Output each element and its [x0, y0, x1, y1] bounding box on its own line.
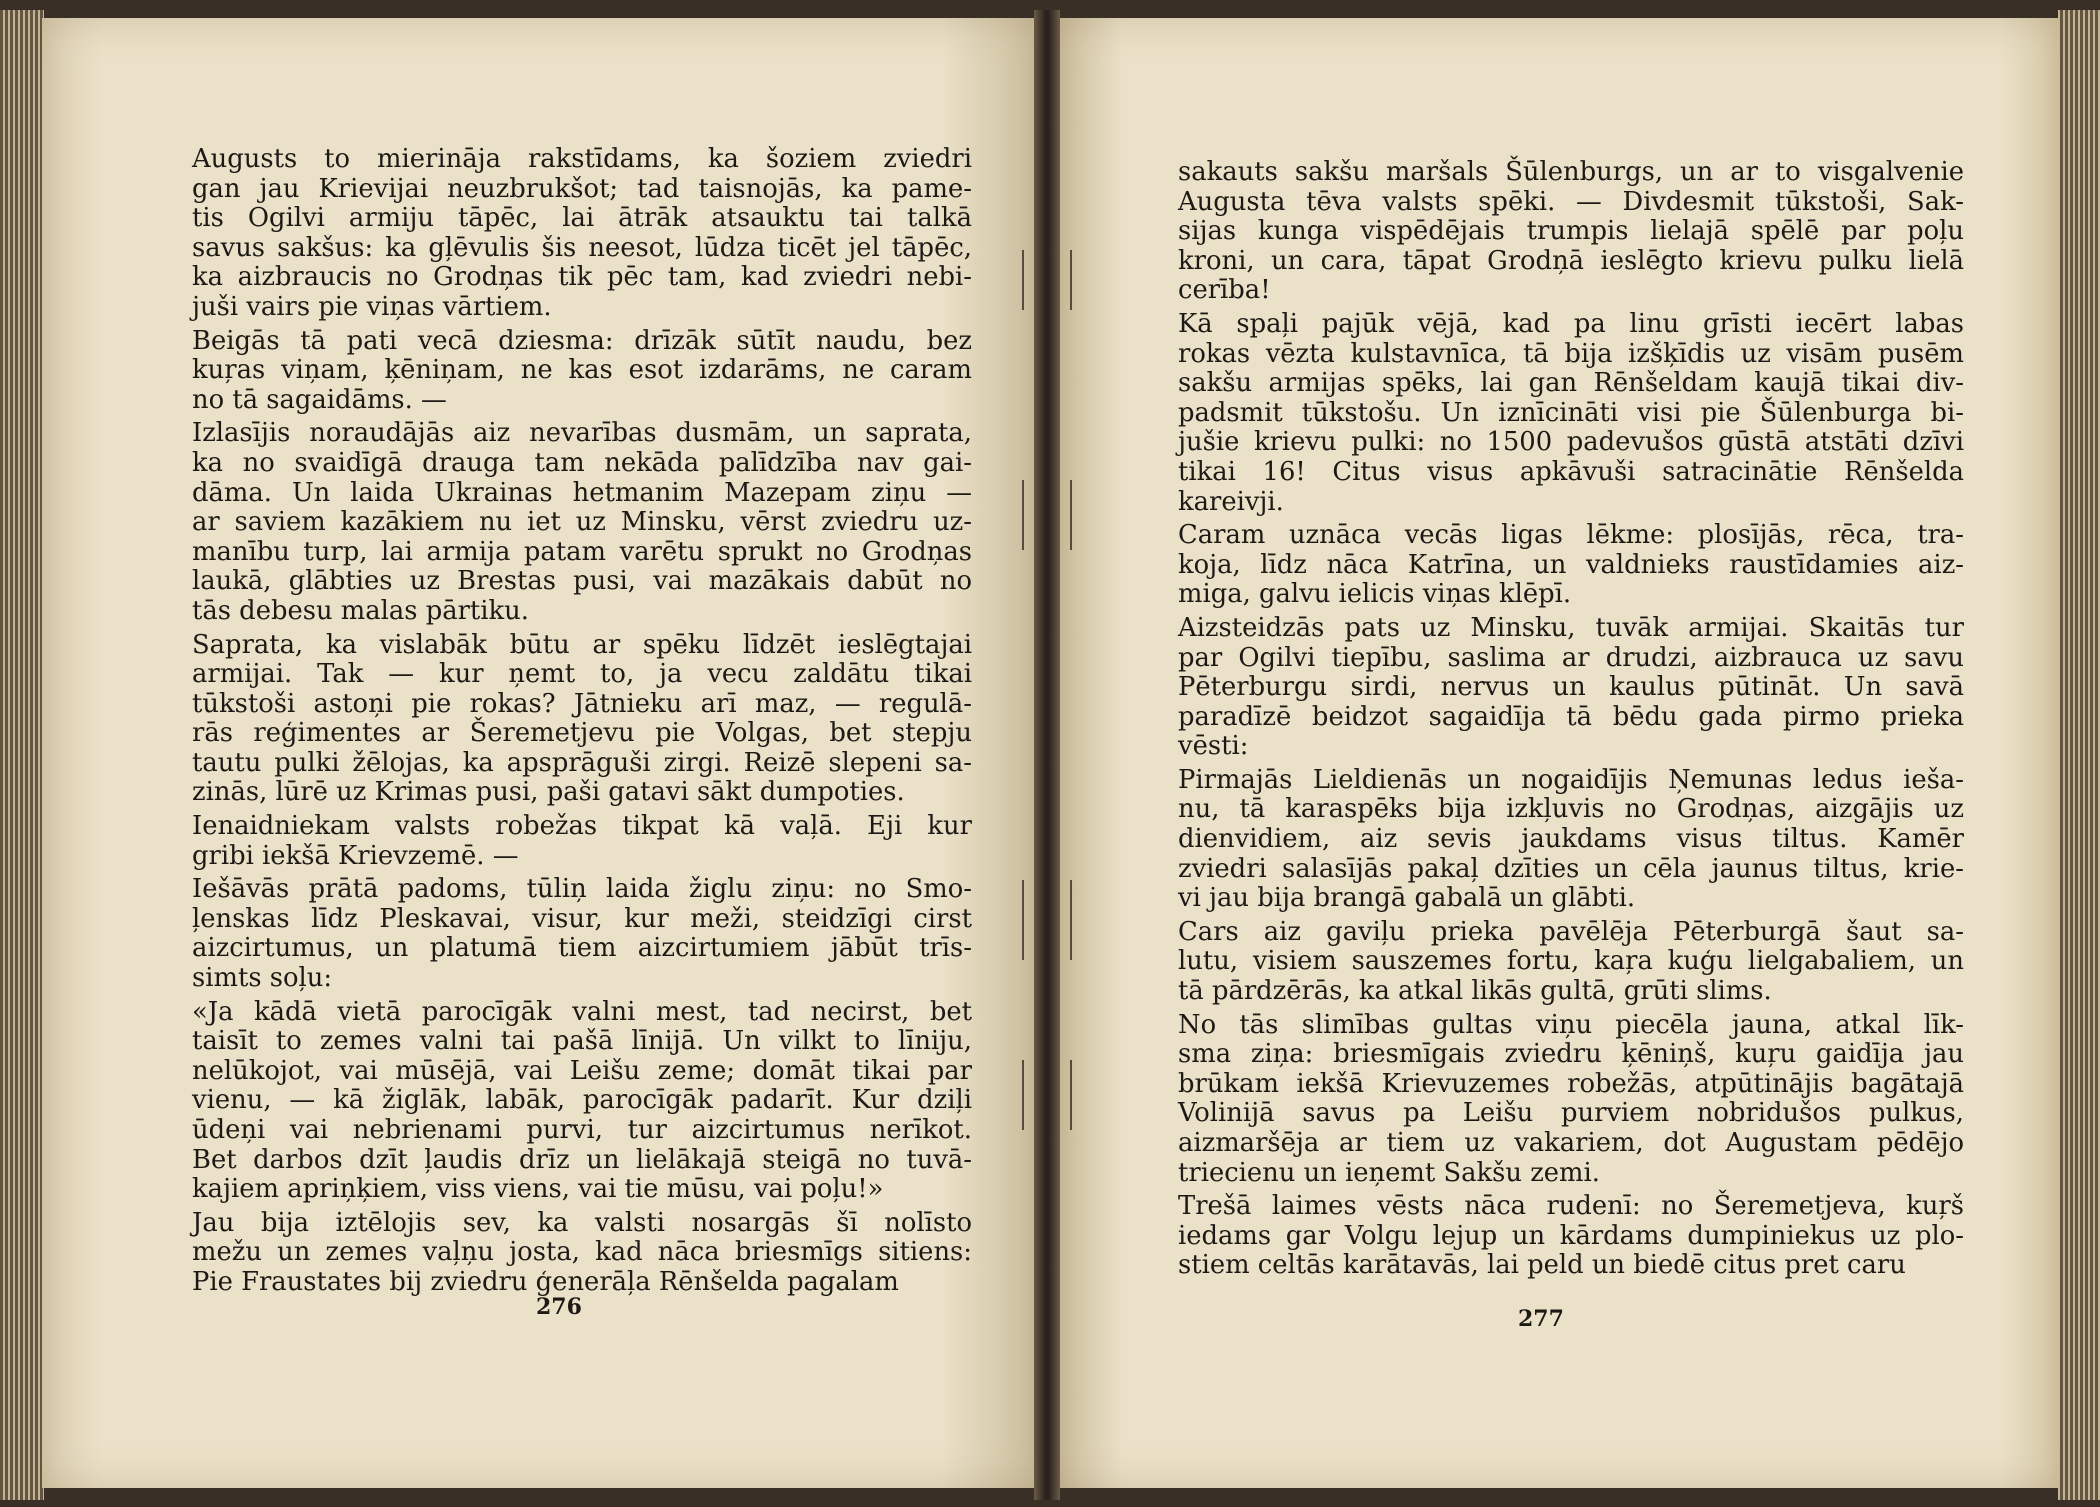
binding-stitch — [1070, 480, 1072, 550]
paragraph — [192, 1209, 972, 1298]
text-line: ka aizbraucis no Grodņas tik pēc tam, kad zviedri nebi- — [192, 262, 972, 293]
text-line: Trešā laimes vēsts nāca rudenī: no Šeremetjeva, kuŗš — [1178, 1191, 1964, 1222]
text-line: «Ja kādā vietā parocīgāk valni mest, tad necirst, bet — [192, 996, 972, 1027]
text-line: Caram uznāca vecās ligas lēkme: plosījās, rēca, tra- — [1178, 520, 1964, 551]
text-line: manību turp, lai armija patam varētu sprukt no Grodņas — [192, 536, 972, 567]
text-line: kareivji. — [1178, 486, 1284, 517]
text-line: no tā sagaidāms. — — [192, 384, 447, 415]
text-line: dāma. Un laida Ukrainas hetmanim Mazepam ziņu — — [192, 477, 972, 508]
text-line: kuŗas viņam, ķēniņam, ne kas esot izdarāms, ne caram — [192, 355, 972, 386]
paragraph — [192, 812, 972, 871]
paragraph — [1178, 158, 1964, 306]
binding-stitch — [1070, 1060, 1072, 1130]
text-line: Izlasījis noraudājās aiz nevarības dusmām, un saprata, — [192, 418, 972, 449]
binding-stitch — [1022, 480, 1024, 550]
text-line: koja, līdz nāca Katrīna, un valdnieks raustīdamies aiz- — [1178, 549, 1964, 580]
text-line: tā pārdzērās, ka atkal likās gultā, grūti slims. — [1178, 976, 1772, 1007]
paragraph — [1178, 1192, 1964, 1281]
right-page — [1052, 18, 2060, 1488]
text-line: Saprata, ka vislabāk būtu ar spēku līdzēt ieslēgtajai — [192, 629, 972, 660]
text-line: vi jau bija brangā gabalā un glābti. — [1178, 883, 1636, 914]
binding-stitch — [1070, 880, 1072, 960]
text-line: gan jau Krievijai neuzbrukšot; tad taisnojās, ka pame- — [192, 173, 972, 204]
text-line: Augusta tēva valsts spēki. — Divdesmit tūkstoši, Sak- — [1178, 186, 1964, 217]
text-line: Kā spaļi pajūk vējā, kad pa linu grīsti iecērt labas — [1178, 308, 1964, 339]
text-line: juši vairs pie viņas vārtiem. — [192, 291, 552, 322]
text-line: gribi iekšā Krievzemē. — — [192, 840, 519, 871]
text-line: ūdeņi vai nebrienami purvi, tur aizcirtumus nerīkot. — [192, 1115, 972, 1145]
text-line: iedams gar Volgu lejup un kārdams dumpiniekus uz plo- — [1178, 1220, 1964, 1251]
page-number-277: 277 — [1518, 1306, 1564, 1332]
paragraph — [1178, 766, 1964, 914]
page-number-276: 276 — [536, 1294, 582, 1320]
text-line: cerība! — [1178, 275, 1271, 306]
text-line: sakšu armijas spēks, lai gan Rēnšeldam kaujā tikai div- — [1178, 368, 1964, 399]
text-line: kroni, un cara, tāpat Grodņā ieslēgto krievu pulku lielā — [1178, 245, 1964, 276]
binding-stitch — [1022, 880, 1024, 960]
page-edges-right — [2058, 10, 2100, 1500]
text-line: lutu, visiem sauszemes fortu, kaŗa kuģu lielgabaliem, un — [1178, 946, 1964, 977]
text-line: Cars aiz gaviļu prieka pavēlēja Pēterburgā šaut sa- — [1178, 916, 1964, 947]
text-line: nelūkojot, vai mūsējā, vai Leišu zeme; domāt tikai par — [192, 1055, 972, 1086]
text-line: padsmit tūkstošu. Un iznīcināti visi pie Šūlenburga bi- — [1178, 397, 1964, 428]
text-line: laukā, glābties uz Brestas pusi, vai mazākais dabūt no — [192, 566, 972, 597]
paragraph — [1178, 310, 1964, 517]
text-line: ar saviem kazākiem nu iet uz Minsku, vērst zviedru uz- — [192, 507, 972, 538]
paragraph — [1178, 1011, 1964, 1189]
text-line: Pirmajās Lieldienās un nogaidījis Ņemunas ledus ieša- — [1178, 764, 1964, 795]
paragraph — [192, 631, 972, 809]
text-line: Beigās tā pati vecā dziesma: drīzāk sūtīt naudu, bez — [192, 325, 972, 356]
text-line: savus sakšus: ka gļēvulis šis neesot, lūdza ticēt jel tāpēc, — [192, 232, 972, 263]
text-line: taisīt to zemes valni tai pašā līnijā. Un vilkt to līniju, — [192, 1026, 972, 1057]
text-line: tautu pulki žēlojas, ka apsprāguši zirgi. Reizē slepeni sa- — [192, 747, 972, 778]
paragraph — [192, 145, 972, 323]
text-line: tūkstoši astoņi pie rokas? Jātnieku arī maz, — regulā- — [192, 688, 972, 719]
paragraph — [192, 875, 972, 993]
paragraph — [1178, 521, 1964, 610]
text-line: mežu un zemes vaļņu josta, kad nāca briesmīgs sitiens: — [192, 1237, 972, 1268]
text-line: sakauts sakšu maršals Šūlenburgs, un ar to visgalvenie — [1178, 157, 1964, 187]
text-line: ļenskas līdz Pleskavai, visur, kur meži, steidzīgi cirst — [192, 903, 972, 934]
text-line: Augusts to mierināja rakstīdams, ka šoziem zviedri — [192, 144, 972, 174]
text-line: tikai 16! Citus visus apkāvuši satracinātie Rēnšelda — [1178, 456, 1964, 487]
paragraph — [1178, 614, 1964, 762]
binding-stitch — [1022, 1060, 1024, 1130]
text-line: jušie krievu pulki: no 1500 padevušos gūstā atstāti dzīvi — [1178, 427, 1964, 458]
text-line: par Ogilvi tiepību, saslima ar drudzi, aizbrauca uz savu — [1178, 642, 1964, 673]
text-line: kajiem apriņķiem, viss viens, vai tie mūsu, vai poļu!» — [192, 1174, 884, 1205]
right-page-text — [1178, 158, 1964, 1281]
text-line: Bet darbos dzīt ļaudis drīz un lielākajā steigā no tuvā- — [192, 1144, 972, 1175]
binding-stitch — [1070, 250, 1072, 310]
text-line: zviedri salasījās pakaļ dzīties un cēla jaunus tiltus, krie- — [1178, 853, 1964, 884]
text-line: nu, tā karaspēks bija izkļuvis no Grodņas, aizgājis uz — [1178, 794, 1964, 825]
text-line: zinās, lūrē uz Krimas pusi, paši gatavi sākt dumpoties. — [192, 777, 905, 808]
text-line: tās debesu malas pārtiku. — [192, 595, 529, 626]
text-line: Ienaidniekam valsts robežas tikpat kā vaļā. Eji kur — [192, 811, 972, 842]
text-line: rās reģimentes ar Šeremetjevu pie Volgas, bet stepju — [192, 718, 972, 749]
text-line: miga, galvu ielicis viņas klēpī. — [1178, 579, 1572, 610]
text-line: vēsti: — [1178, 731, 1249, 762]
text-line: Pēterburgu sirdi, nervus un kaulus pūtināt. Un savā — [1178, 672, 1964, 703]
text-line: aizmaršēja ar tiem uz vakariem, dot Augustam pēdējo — [1178, 1128, 1964, 1158]
text-line: Pie Fraustates bij zviedru ģenerāļa Rēnšelda pagalam — [192, 1266, 899, 1297]
text-line: Volinijā savus pa Leišu purviem nobridušos pulkus, — [1178, 1098, 1964, 1129]
text-line: vienu, — kā žiglāk, labāk, parocīgāk padarīt. Kur dziļi — [192, 1085, 972, 1116]
text-line: simts soļu: — [192, 963, 333, 994]
text-line: tis Ogilvi armiju tāpēc, lai ātrāk atsauktu tai talkā — [192, 203, 972, 234]
text-line: sijas kunga vispēdējais trumpis lielajā spēlē par poļu — [1178, 216, 1964, 247]
text-line: No tās slimības gultas viņu piecēla jauna, atkal līk- — [1178, 1009, 1964, 1040]
paragraph — [1178, 918, 1964, 1007]
left-page — [42, 18, 1042, 1488]
book-gutter — [1034, 10, 1060, 1500]
binding-stitch — [1022, 250, 1024, 310]
page-edges-left — [0, 10, 44, 1500]
text-line: sma ziņa: briesmīgais zviedru ķēniņš, kuŗu gaidīja jau — [1178, 1039, 1964, 1070]
text-line: paradīzē beidzot sagaidīja tā bēdu gada pirmo prieka — [1178, 701, 1964, 732]
text-line: stiem celtās karātavās, lai peld un biedē citus pret caru — [1178, 1250, 1906, 1281]
text-line: triecienu un ieņemt Sakšu zemi. — [1178, 1157, 1600, 1188]
text-line: Jau bija iztēlojis sev, ka valsti nosargās šī nolīsto — [192, 1207, 972, 1238]
text-line: rokas vēzta kulstavnīca, tā bija izšķīdis uz visām pusēm — [1178, 338, 1964, 369]
text-line: brūkam iekšā Krievuzemes robežās, atpūtinājis bagātajā — [1178, 1068, 1964, 1099]
paragraph — [192, 327, 972, 416]
text-line: Iešāvās prātā padoms, tūliņ laida žiglu ziņu: no Smo- — [192, 874, 972, 905]
text-line: Aizsteidzās pats uz Minsku, tuvāk armijai. Skaitās tur — [1178, 612, 1964, 643]
paragraph — [192, 419, 972, 626]
text-line: ka no svaidīgā drauga tam nekāda palīdzība nav gai- — [192, 447, 972, 478]
paragraph — [192, 998, 972, 1205]
text-line: aizcirtumus, un platumā tiem aizcirtumiem jābūt trīs- — [192, 933, 972, 964]
text-line: armijai. Tak — kur ņemt to, ja vecu zaldātu tikai — [192, 659, 972, 690]
text-line: dienvidiem, aiz sevis jaukdams visus tiltus. Kamēr — [1178, 824, 1964, 855]
left-page-text — [192, 145, 972, 1298]
